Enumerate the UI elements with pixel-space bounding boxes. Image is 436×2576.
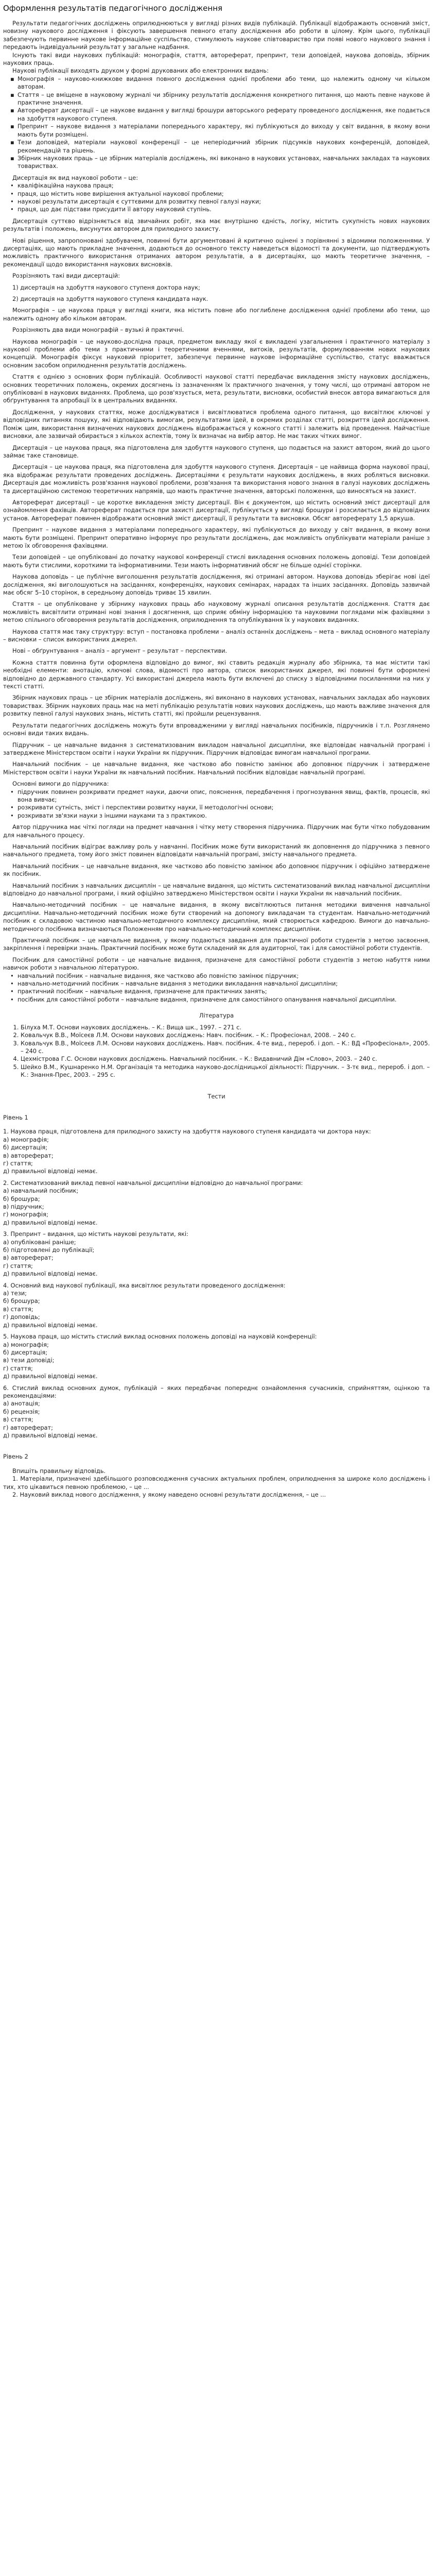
thesis-list [3, 182, 430, 214]
answer-option[interactable]: а) монографія; [3, 1136, 49, 1143]
question-block [3, 1128, 430, 1175]
list-item: ▪ Збірник наукових праць – це збірник матеріалів досліджень, які виконано в наукових установах, навчальних закладах та наукових товариствах. [18, 155, 430, 171]
answer-option[interactable]: б) підготовлені до публікації; [3, 1246, 95, 1254]
literature-item: 4. Цехмістрова Г.С. Основи наукових досліджень. Навчальний посібник. – К.: Видавничий Дім «Слово», 2003. – 240 с. [21, 1055, 430, 1063]
paragraph: Розрізняють два види монографій – вузькі й практичні. [12, 326, 184, 334]
answer-option[interactable]: в) автореферат; [3, 1151, 54, 1159]
paragraph: Підручник – це навчальне видання з систематизованим викладом навчальної дисципліни, яке відповідає навчальній програмі і затверджене Міністерством освіти і науки України як підручник. Підручник відповідає вимогам навчальної програми. [3, 741, 430, 756]
paragraph: Автор підручника має чіткі погляди на предмет навчання і чітку мету створення підручника. Підручник має бути чітко побудованим для навчального процесу. [3, 823, 430, 839]
answer-option[interactable]: б) брошура; [3, 1195, 40, 1202]
requirements-list [3, 788, 430, 820]
list-item: • посібник для самостійної роботи – навчальне видання, призначене для самостійного опанування навчальної дисципліни. [18, 996, 430, 1004]
paragraph: Стаття – це опубліковане у збірнику наукових праць або науковому журналі описання результатів дослідження. Стаття дає можливість висвітлити отримані нові знання і досягнення, що сприяє обміну інформацією та науковими поглядами між фахівцями з метою спільного обговорення результатів дослідження, оприлюднення та опублікування їх у наукових виданнях. [3, 600, 430, 624]
paragraph: Стаття є однією з основних форм публікацій. Особливості наукової статті передбачає викладення змісту наукових досліджень, основних теоретичних положень, окремих досягнень із зазначенням їх практичного значення, у тому числі, що отримані автором не опубліковані в наукових виданнях. Проблема, що розв'язується, мета, результати, висновки, особистий внесок автора вимагаються для обґрунтування та апробації їх в центральних виданнях. [3, 373, 430, 404]
answer-option[interactable]: а) опубліковані раніше; [3, 1238, 76, 1246]
paragraph: Автореферат дисертації – це коротке викладення змісту дисертації. Він є документом, що містить основний зміст дисертації для ознайомлення фахівців. Автореферат подається при захисті дисертації, публікується у вигляді брошури і розсилається до відповідних установ. Автореферат повинен відображати основний зміст дисертації, її результати та висновки. Обсяг автореферату 1,5 аркуша. [3, 498, 430, 522]
paragraph: Результати педагогічних досліджень оприлюднюються у вигляді різних видів публікацій. Публікації відображають основний зміст, новизну наукового дослідження і фіксують завершення певного етапу дослідження або роботи в цілому. Крім цього, публікації забезпечують первинне наукове інформаційне суспільство, стимулюють наукове співтовариство при появі нового наукового знання і передають індивідуальний результат у загальне надбання. [3, 20, 430, 51]
paragraph: Основні вимоги до підручника: [12, 780, 109, 788]
list-item: • наукові результати дисертація є суттєвими для розвитку певної галузі науки; [18, 198, 430, 206]
answer-option[interactable]: г) стаття; [3, 1159, 33, 1167]
paragraph: Дисертація суттєво відрізняється від звичайних робіт, яка має внутрішню єдність, логіку, містить сукупність нових наукових результатів і положень, висунутих автором для прилюдного захисту. [3, 217, 430, 233]
paragraph: Навчальний посібник – це навчальне видання, яке частково або повністю замінює або доповнює підручник і офіційно затверджене як посібник. [3, 862, 430, 878]
answer-option[interactable]: а) монографія; [3, 1341, 49, 1348]
paragraph: Наукова доповідь – це публічне виголошення результатів дослідження, які отримані автором. Наукова доповідь зберігає нові ідеї дослідження, які виголошуються на засіданнях, конференціях, наукових семінарах, нарадах та інших засіданнях. Доповідь зазвичай має обсяг 5–10 сторінок, в середньому доповідь триває 15 хвилин. [3, 573, 430, 596]
answer-option[interactable]: в) автореферат; [3, 1254, 54, 1262]
answer-option[interactable]: г) автореферат; [3, 1423, 54, 1431]
list-item: • навчальний посібник – навчальне видання, яке частково або повністю замінює підручник; [18, 972, 430, 980]
list-item: ▪ Монографія – науково-книжкове видання повного дослідження однієї проблеми або теми, що належить одному чи кільком авторам. [18, 75, 430, 91]
level-heading: Рівень 1 [3, 1113, 28, 1121]
paragraph: Кожна стаття повинна бути оформлена відповідно до вимог, які ставить редакція журналу або збірника, та має містити такі необхідні елементи: анотацію, ключові слова, відомості про автора, список використаних джерел, які повинні бути оформлені відповідно до державного стандарту. Усі використані джерела мають бути включені до списку з відповідними посиланнями на них у тексті статті. [3, 658, 430, 690]
answer-option[interactable]: в) підручник; [3, 1203, 44, 1210]
paragraph: Розрізняють такі види дисертацій: [12, 272, 120, 280]
paragraph: Наукові публікації виходять друком у формі друкованих або електронних видань: [12, 67, 269, 75]
paragraph: Результати педагогічних досліджень можуть бути впровадженими у вигляді навчальних посібників, підручників і т.п. Розглянемо основні види таких видань. [3, 721, 430, 737]
question-text: 1. Матеріали, призначені здебільшого розповсюдження сучасних актуальних проблем, оприлюднення за широке коло досліджень і тих, хто цікавиться певною проблемою, – це ... [3, 1475, 430, 1490]
paragraph: Нові рішення, запропоновані здобувачем, повинні бути аргументовані й критично оцінені з порівнянні з відомими положеннями. У дисертаціях, що мають прикладне значення, додаються до основного тексту наведеться відомості та документи, що підтверджують можливість практичного використання отриманих автором результатів, а в дисертаціях, що мають теоретичне значення, – рекомендації щодо використання наукових висновків. [3, 236, 430, 268]
paragraph: Дисертація – це наукова праця, яка підготовлена для здобуття наукового ступеня. Дисертація – це найвища форма наукової праці, яка відображає результати проведених досліджень. Дисертаціями є результати наукових досліджень, в яких робляться висновки. Дисертація дає можливість розв'язання наукової проблеми, розв'язання та використання нового знання в галузі наукових досліджень та дисертаційною системою теоретичних напрямів, що мають практичне значення, авторські положення, що виносяться на захист. [3, 463, 430, 495]
publication-types-list [3, 75, 430, 171]
answer-option[interactable]: д) правильної відповіді немає. [3, 1431, 98, 1439]
paragraph: Навчальний посібник – це навчальне видання, яке частково або повністю замінює або доповнює підручник і затверджене Міністерством освіти і науки України як навчальний посібник. Навчальний посібник відповідає навчальній програмі. [3, 760, 430, 776]
question-text: 2. Систематизований виклад певної навчальної дисципліни відповідно до навчальної програми: [3, 1179, 303, 1187]
question-text: 4. Основний вид наукової публікації, яка висвітлює результати проведеного дослідження: [3, 1281, 286, 1289]
paragraph: 2) дисертація на здобуття наукового ступеня кандидата наук. [12, 295, 208, 302]
list-item: ▪ Автореферат дисертації – це наукове видання у вигляді брошури авторського реферату проведеного дослідження, яке подається на здобуття наукового ступеня. [18, 107, 430, 123]
level-heading: Рівень 2 [3, 1453, 28, 1461]
list-item: ▪ Стаття – це вміщене в науковому журналі чи збірнику результатів дослідження конкретного питання, що мають певне наукове й практичне значення. [18, 91, 430, 107]
manual-types-list [3, 972, 430, 1004]
paragraph: Наукова монографія – це науково-дослідна праця, предметом викладу якої є викладені узагальнення і практичного матеріалу з наукової проблеми або теми з практичними і теоретичними вченнями, витоків, результатів, формулюванням нових наукових концепцій. Монографія фіксує науковий пріоритет, забезпечує первинне наукове інформаційне суспільство, статус вважається основним засобом оприлюднення результатів досліджень. [3, 337, 430, 369]
answer-option[interactable]: д) правильної відповіді немає. [3, 1372, 98, 1380]
question-block [3, 1333, 430, 1380]
paragraph: Навчальний посібник відіграє важливу роль у навчанні. Посібник може бути використаний як доповнення до підручника з певного навчального предмета, тому його зміст повинен відповідати навчальній програмі, змісту навчального предмета. [3, 842, 430, 858]
answer-option[interactable]: д) правильної відповіді немає. [3, 1167, 98, 1175]
paragraph: Дисертація як вид наукової роботи – це: [12, 174, 138, 181]
list-item: • навчально-методичний посібник – навчальне видання з методики викладання навчальної дисципліни; [18, 980, 430, 988]
answer-option[interactable]: б) рецензія; [3, 1408, 40, 1415]
answer-option[interactable]: д) правильної відповіді немає. [3, 1218, 98, 1226]
answer-option[interactable]: г) стаття; [3, 1364, 33, 1372]
answer-option[interactable]: в) тези доповіді; [3, 1357, 55, 1364]
question-text: 6. Стислий виклад основних думок, публікацій – яких передбачає попереднє ознайомлення сучасників, сприйняттям, оцінкою та рекомендаціями: [3, 1384, 430, 1399]
paragraph: Навчально-методичний посібник – це навчальне видання, в якому висвітлюються питання методики вивчення навчальної дисципліни. Навчально-методичний посібник може бути створений на допомогу викладачам та студентам. Навчально-методичний посібник є складовою частиною навчально-методичного комплексу дисципліни, який створюється кафедрою. Вимоги до навчально-методичного посібника визначаються Положенням про навчально-методичний комплекс дисципліни. [3, 901, 430, 933]
answer-option[interactable]: г) стаття; [3, 1262, 33, 1269]
literature-heading: Література [199, 1012, 234, 1020]
tests-heading: Тести [207, 1092, 225, 1100]
literature-item: 1. Білуха М.Т. Основи наукових досліджень. – К.: Вища шк., 1997. – 271 с. [21, 1024, 430, 1031]
answer-option[interactable]: в) стаття; [3, 1305, 33, 1313]
answer-option[interactable]: а) навчальний посібник; [3, 1187, 79, 1195]
paragraph: Практичний посібник – це навчальне видання, у якому подаються завдання для практичної роботи студентів з метою засвоєння, закріплення і перевірки знань. Практичний посібник може бути складений як для аудиторної, так і для самостійної роботи студентів. [3, 937, 430, 952]
paragraph: Впишіть правильну відповідь. [12, 1467, 106, 1475]
list-item: • розкривати зв'язки науки з іншими науками та з практикою. [18, 812, 430, 820]
question-text: 3. Препринт – видання, що містить наукові результати, які: [3, 1230, 188, 1238]
question-text: 2. Науковий виклад нового дослідження, у якому наведено основні результати дослідження, – це ... [12, 1491, 326, 1498]
paragraph: Навчальний посібник з навчальних дисциплін – це навчальне видання, що містить систематизований виклад навчальної дисципліни відповідно до навчальної програми, і який офіційно затверджено Міністерством освіти і науки України як навчальний посібник. [3, 882, 430, 897]
question-text: 5. Наукова праця, що містить стислий виклад основних положень доповіді на науковій конференції: [3, 1333, 317, 1341]
list-item: ▪ Тези доповідей, матеріали наукової конференції – це неперіодичний збірник підсумків наукових конференцій, доповідей, рекомендацій та рішень. [18, 139, 430, 155]
paragraph: Дослідження, у наукових статтях, може досліджуватися і висвітлюватися проблема одного питання, що висвітлює ключові у відповідних питаннях пошуку, які відповідають вимогам, результатами ідей, в окремих розділах статті, розкриття ідей дослідження. Поміж цим, використання визначених наукових досліджень відображається у кожного статті і залежить від проведення. Найчастіше висновки, але зазвичай обирається з кількох аспектів, тому їх визначає на вибір автор. Не має таких чітких вимог. [3, 408, 430, 440]
paragraph: Збірник наукових праць – це збірник матеріалів досліджень, які виконано в наукових установах, навчальних закладах або наукових товариствах. Збірник наукових праць має на меті публікацію результатів нових наукових досліджень, що мають важливе значення для розвитку певної галузі наукових знань, містить статті, які пройшли рецензування. [3, 694, 430, 718]
page-title: Оформлення результатів педагогічного дослідження [3, 4, 223, 13]
list-item: • підручник повинен розкривати предмет науки, даючи опис, пояснення, передбачення і прогнозування явищ, фактів, процесів, які вона вивчає; [18, 788, 430, 804]
paragraph: Дисертація – це наукова праця, яка підготовлена для здобуття наукового ступеня, що подається на захист автором, який до цього займає таке становище. [3, 444, 430, 459]
answer-option[interactable]: д) правильної відповіді немає. [3, 1270, 98, 1278]
answer-option[interactable]: б) брошура; [3, 1297, 40, 1305]
list-item: • праця, що містить нове вирішення актуальної наукової проблеми; [18, 190, 430, 198]
answer-option[interactable]: г) монографія; [3, 1211, 48, 1218]
question-text: 1. Наукова праця, підготовлена для прилюдного захисту на здобуття наукового ступеня кандидата чи доктора наук: [3, 1128, 371, 1136]
list-item: • розкривати сутність, зміст і перспективи розвитку науки, її методологічні основи; [18, 804, 430, 811]
paragraph: Наукова стаття має таку структуру: вступ – постановка проблеми – аналіз останніх досліджень – мета – виклад основного матеріалу – висновки – список використаних джерел. [3, 628, 430, 643]
paragraph: Існують такі види наукових публікацій: монографія, стаття, автореферат, препринт, тези доповідей, наукова доповідь, збірник наукових праць. [3, 51, 430, 67]
paragraph: Нові – обґрунтування – аналіз – аргумент – результат – перспективи. [12, 647, 228, 655]
question-block [3, 1230, 430, 1278]
literature-list [3, 1024, 430, 1079]
paragraph: Препринт – наукове видання з матеріалами попереднього характеру, які публікуються до виходу у світ видання, в якому вони мають бути розміщені. Препринт оперативно інформує про результати досліджень, дає можливість опублікувати матеріали раніше з метою їх обговорення фахівцями. [3, 526, 430, 549]
paragraph: Посібник для самостійної роботи – це навчальне видання, призначене для самостійної роботи студентів з метою набуття ними навичок роботи з навчальною літературою. [3, 956, 430, 972]
list-item: • кваліфікаційна наукова праця; [18, 182, 430, 190]
question-block [3, 1179, 430, 1227]
answer-option[interactable]: б) дисертація; [3, 1348, 48, 1356]
paragraph: Монографія – це наукова праця у вигляді книги, яка містить повне або поглиблене дослідження однієї проблеми або теми, що належить одному або кільком авторам. [3, 307, 430, 322]
question-block [3, 1282, 430, 1329]
list-item: • праця, що дає підстави присудити її автору науковий ступінь. [18, 206, 430, 213]
question-block [3, 1384, 430, 1440]
answer-option[interactable]: в) стаття; [3, 1416, 33, 1423]
paragraph: 1) дисертація на здобуття наукового ступеня доктора наук; [12, 283, 200, 291]
answer-option[interactable]: д) правильної відповіді немає. [3, 1321, 98, 1329]
literature-item: 2. Ковальчук В.В., Моїсеєв Л.М. Основи наукових досліджень: Навч. посібник. – К.: Професіонал, 2008. – 240 с. [21, 1031, 430, 1039]
literature-item: 5. Шейко В.М., Кушнаренко Н.М. Організація та методика науково-дослідницької діяльності: Підручник. – 3-тє вид., перероб. і доп. – К.: Знання-Прес, 2003. – 295 с. [21, 1063, 430, 1079]
answer-option[interactable]: а) тези; [3, 1290, 27, 1297]
literature-item: 3. Ковальчук В.В., Моїсеєв Л.М. Основи наукових досліджень. Навч. посібник. 4-те вид., перероб. і доп. – К.: ВД «Професіонал», 2005. – 240 с. [21, 1040, 430, 1056]
answer-option[interactable]: б) дисертація; [3, 1144, 48, 1151]
answer-option[interactable]: г) доповідь; [3, 1313, 40, 1321]
list-item: ▪ Препринт – наукове видання з матеріалами попереднього характеру, які публікуються до виходу у світ видання, в якому вони мають бути розміщені. [18, 123, 430, 139]
paragraph: Тези доповідей – це опубліковані до початку наукової конференції стислі викладення основних положень доповіді. Тези доповідей мають бути стислими, короткими та інформативними. Тези мають інформативний обсяг не більше однієї сторінки. [3, 553, 430, 569]
answer-option[interactable]: а) анотація; [3, 1400, 40, 1408]
list-item: • практичний посібник – навчальне видання, призначене для практичних занять; [18, 988, 430, 995]
